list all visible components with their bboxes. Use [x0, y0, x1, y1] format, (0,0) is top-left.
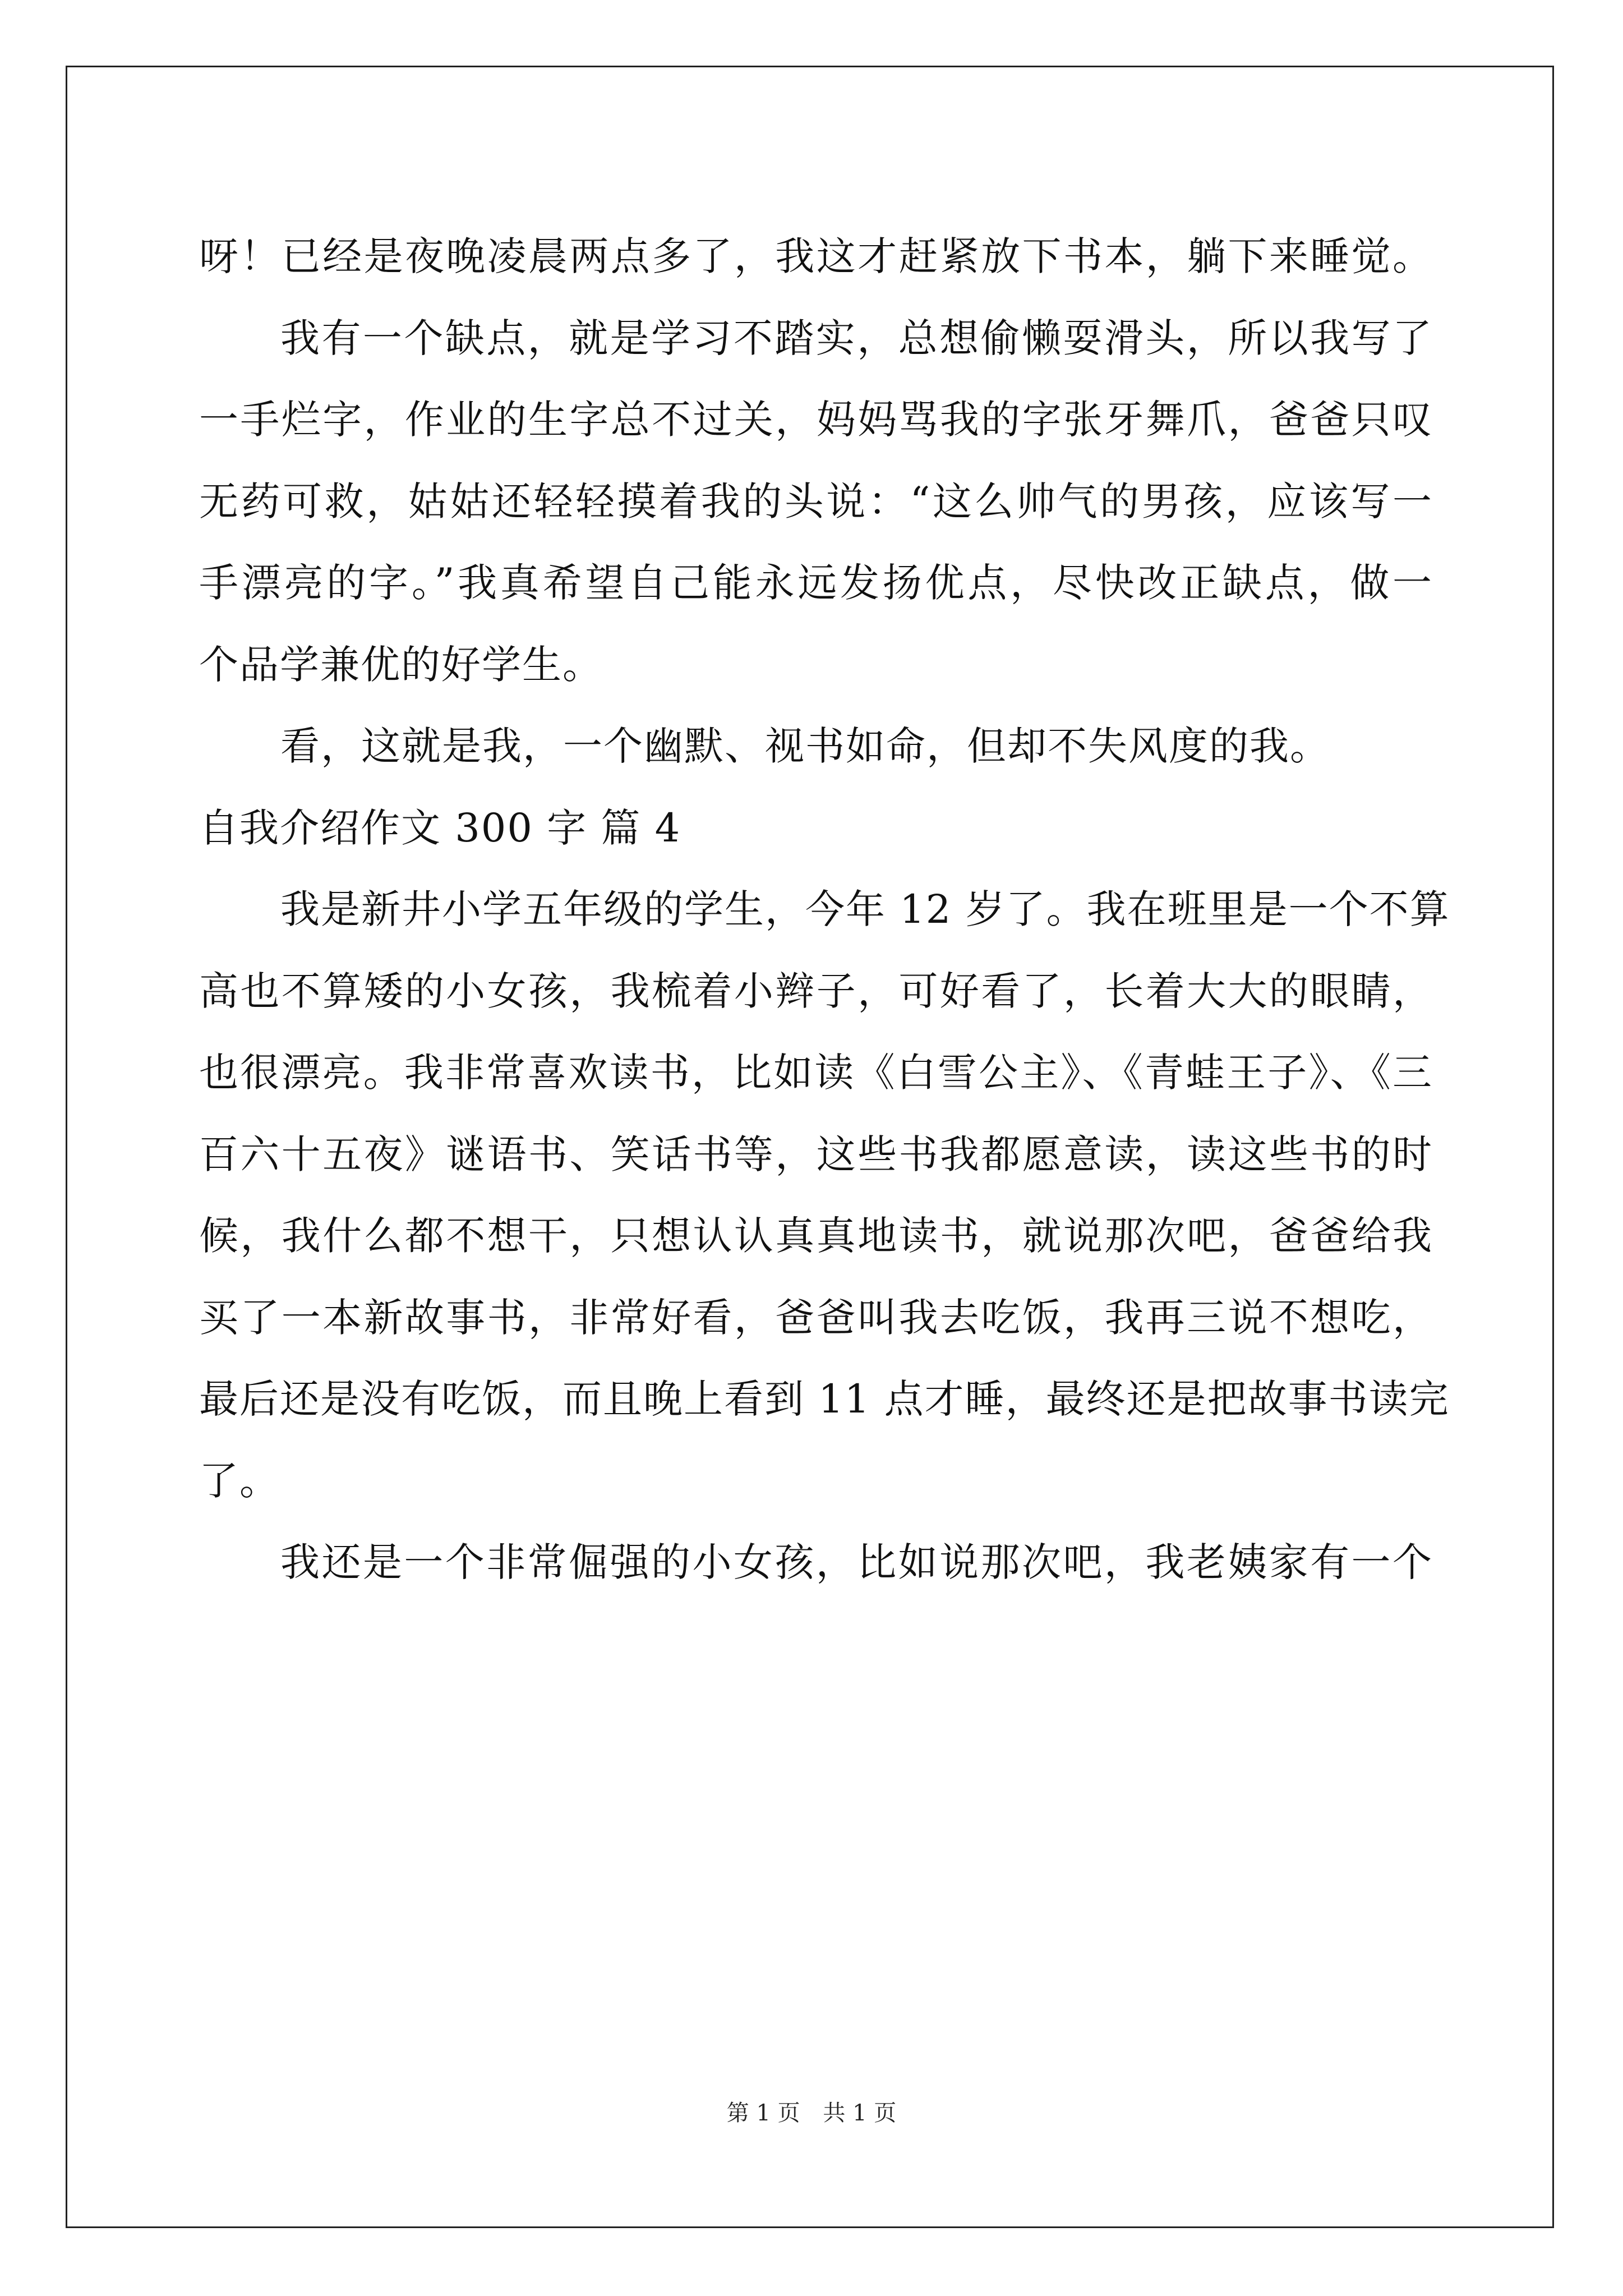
page-number-current: 第 1 页: [726, 2100, 800, 2126]
text-line: 买了一本新故事书，非常好看，爸爸叫我去吃饭，我再三说不想吃，: [199, 1294, 1433, 1341]
text-line: 我还是一个非常倔强的小女孩，比如说那次吧，我老姨家有一个: [280, 1539, 1433, 1585]
text-line: 呀！已经是夜晚凌晨两点多了，我这才赶紧放下书本，躺下来睡觉。: [199, 233, 1433, 279]
document-body: [199, 216, 1450, 1604]
text-line: 一手烂字，作业的生字总不过关，妈妈骂我的字张牙舞爪，爸爸只叹: [199, 397, 1433, 443]
page-footer: [0, 2095, 1623, 2127]
page-number-total: 共 1 页: [823, 2100, 897, 2126]
text-line: 手漂亮的字。”我真希望自己能永远发扬优点，尽快改正缺点，做一: [199, 560, 1433, 606]
text-line: 我有一个缺点，就是学习不踏实，总想偷懒耍滑头，所以我写了: [280, 315, 1433, 361]
text-line: 了。: [199, 1457, 280, 1504]
text-line: 候，我什么都不想干，只想认认真真地读书，就说那次吧，爸爸给我: [199, 1213, 1433, 1259]
text-line: 个品学兼优的好学生。: [199, 641, 603, 688]
text-line: 高也不算矮的小女孩，我梳着小辫子，可好看了，长着大大的眼睛，: [199, 968, 1433, 1014]
text-line: 无药可救，姑姑还轻轻摸着我的头说：“这么帅气的男孩，应该写一: [199, 478, 1433, 524]
text-line: 也很漂亮。我非常喜欢读书，比如读《白雪公主》、《青蛙王子》、《三: [199, 1050, 1433, 1096]
text-line: 最后还是没有吃饭，而且晚上看到 11 点才睡，最终还是把故事书读完: [199, 1376, 1450, 1422]
text-line: 看，这就是我，一个幽默、视书如命，但却不失风度的我。: [280, 723, 1330, 769]
section-heading: 自我介绍作文 300 字 篇 4: [199, 804, 681, 851]
text-line: 百六十五夜》谜语书、笑话书等，这些书我都愿意读，读这些书的时: [199, 1131, 1433, 1177]
text-line: 我是新井小学五年级的学生，今年 12 岁了。我在班里是一个不算: [280, 886, 1450, 932]
